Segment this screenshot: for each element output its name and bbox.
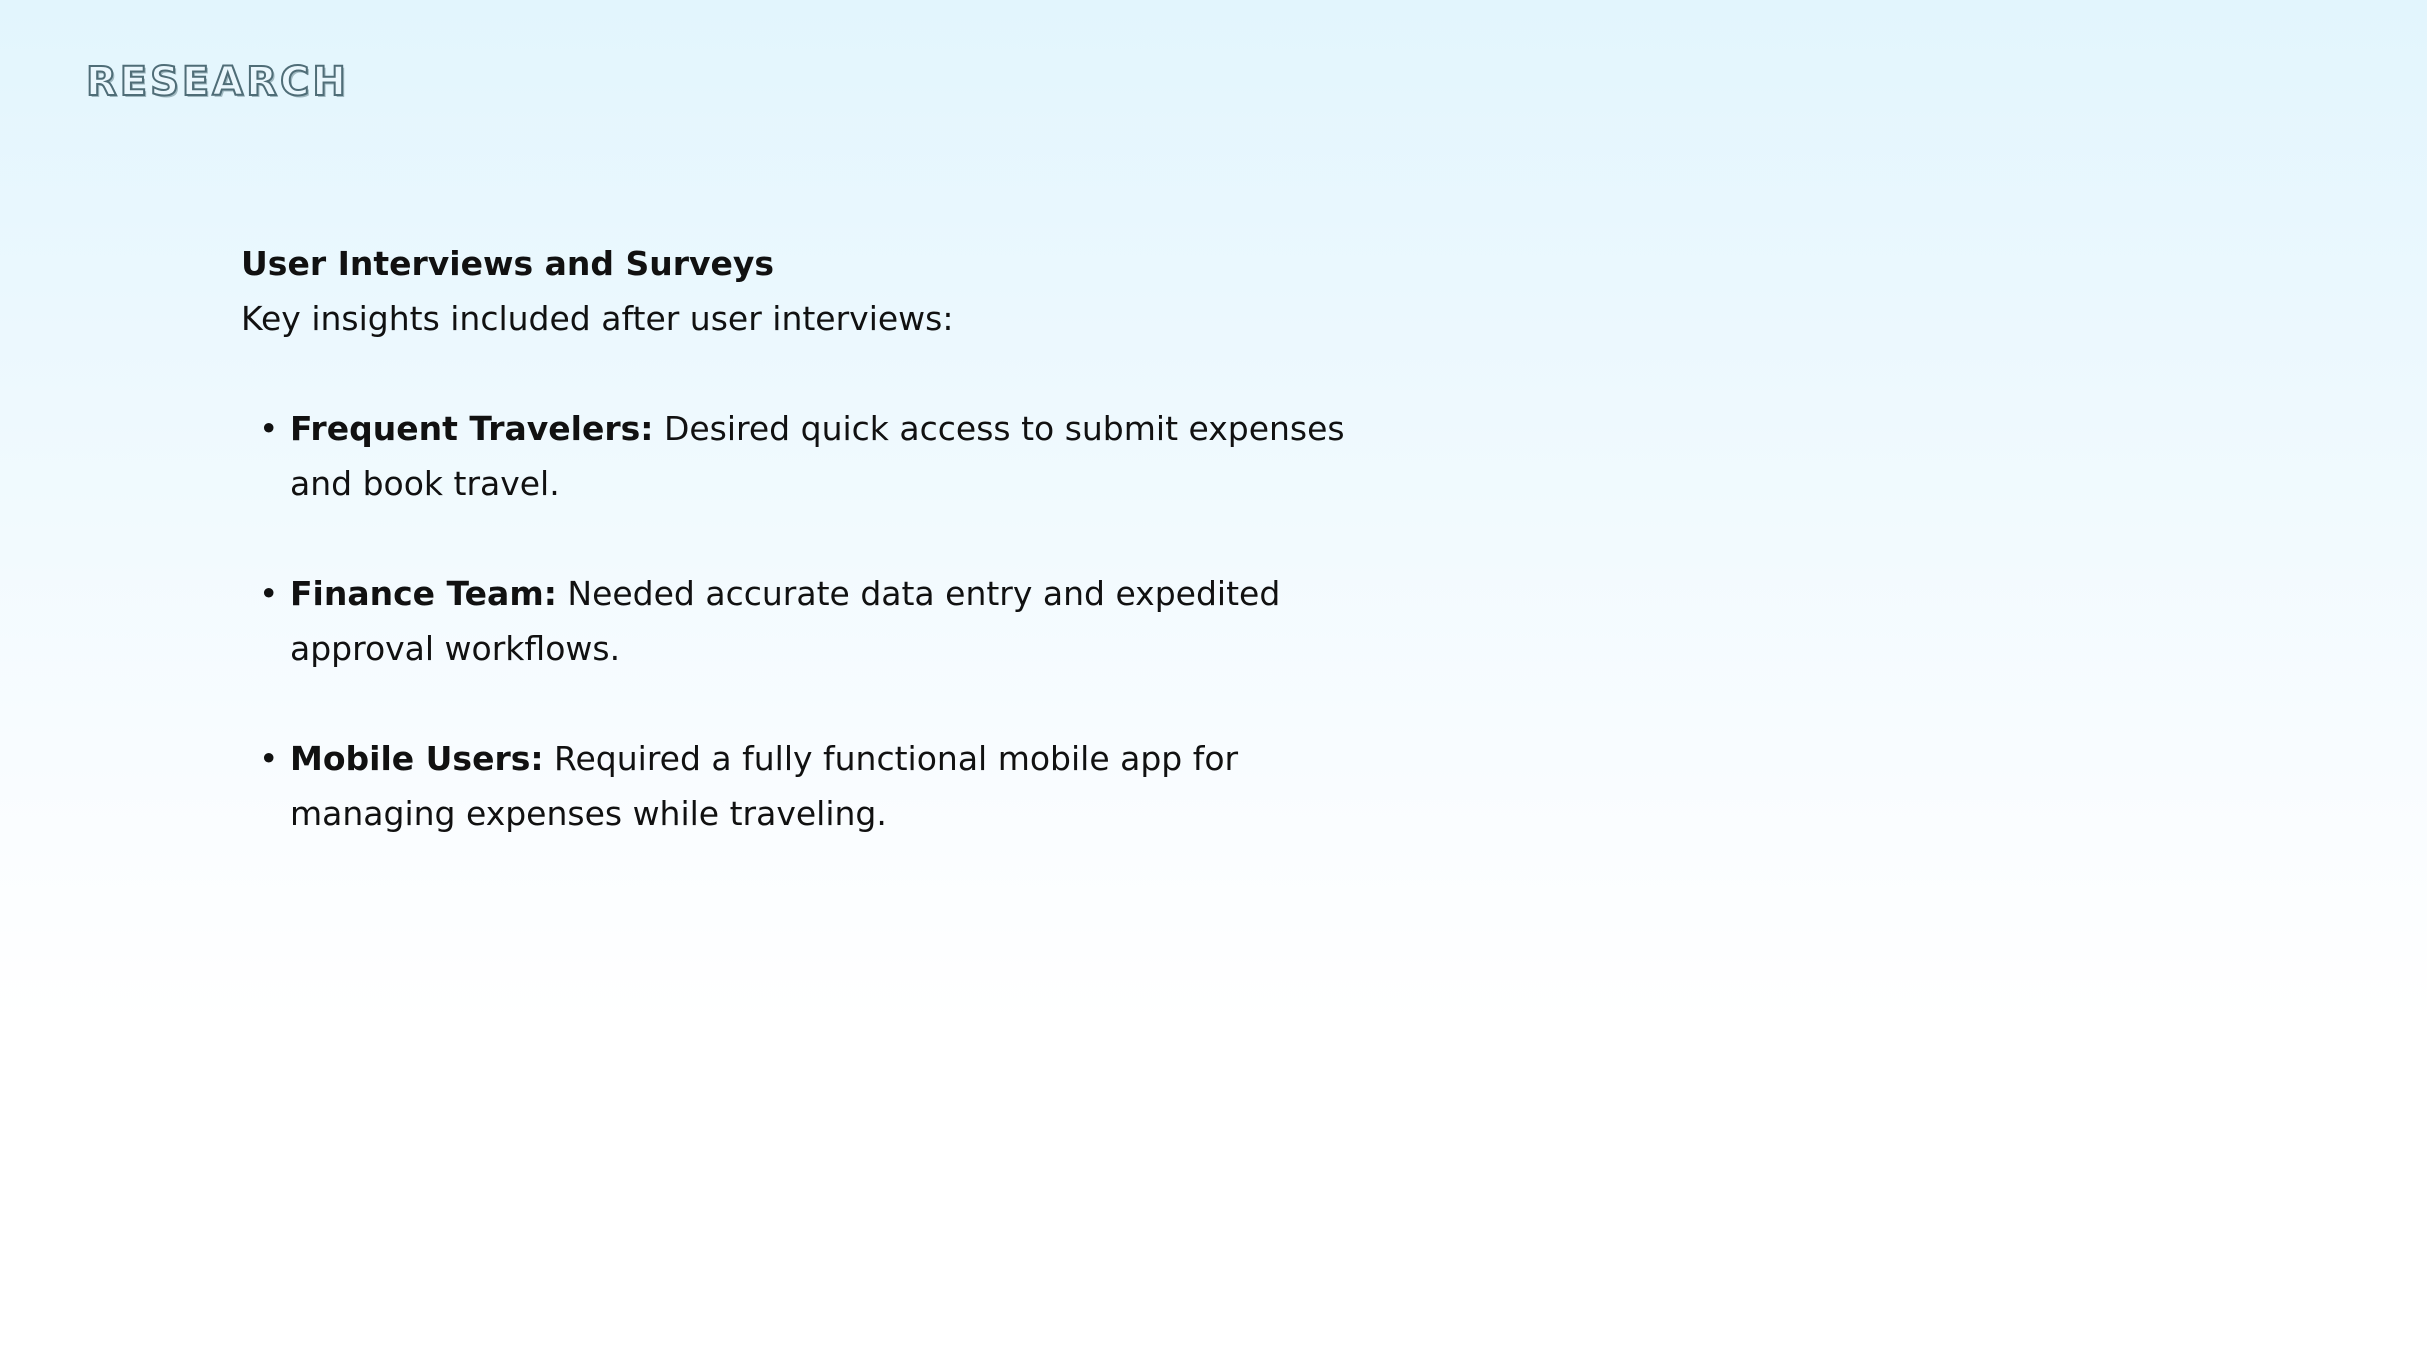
section-label: RESEARCH [86,59,349,105]
insight-text: Required a fully functional mobile app for managing expenses while traveling. [290,739,1239,833]
insight-text: Needed accurate data entry and expedited approval workflows. [290,574,1281,668]
list-item [241,731,1351,841]
section-heading: User Interviews and Surveys [241,244,775,283]
insight-title: Finance Team: [290,574,557,613]
intro-text: Key insights included after user interviews: [241,299,954,338]
bullet-icon: • [259,574,279,613]
content-block [241,236,1351,841]
list-item [241,401,1351,511]
insight-text: Desired quick access to submit expenses and book travel. [290,409,1345,503]
bullet-icon: • [259,739,279,778]
bullet-icon: • [259,409,279,448]
insight-title: Mobile Users: [290,739,544,778]
list-item [241,566,1351,676]
insight-title: Frequent Travelers: [290,409,654,448]
insights-list [241,401,1351,841]
